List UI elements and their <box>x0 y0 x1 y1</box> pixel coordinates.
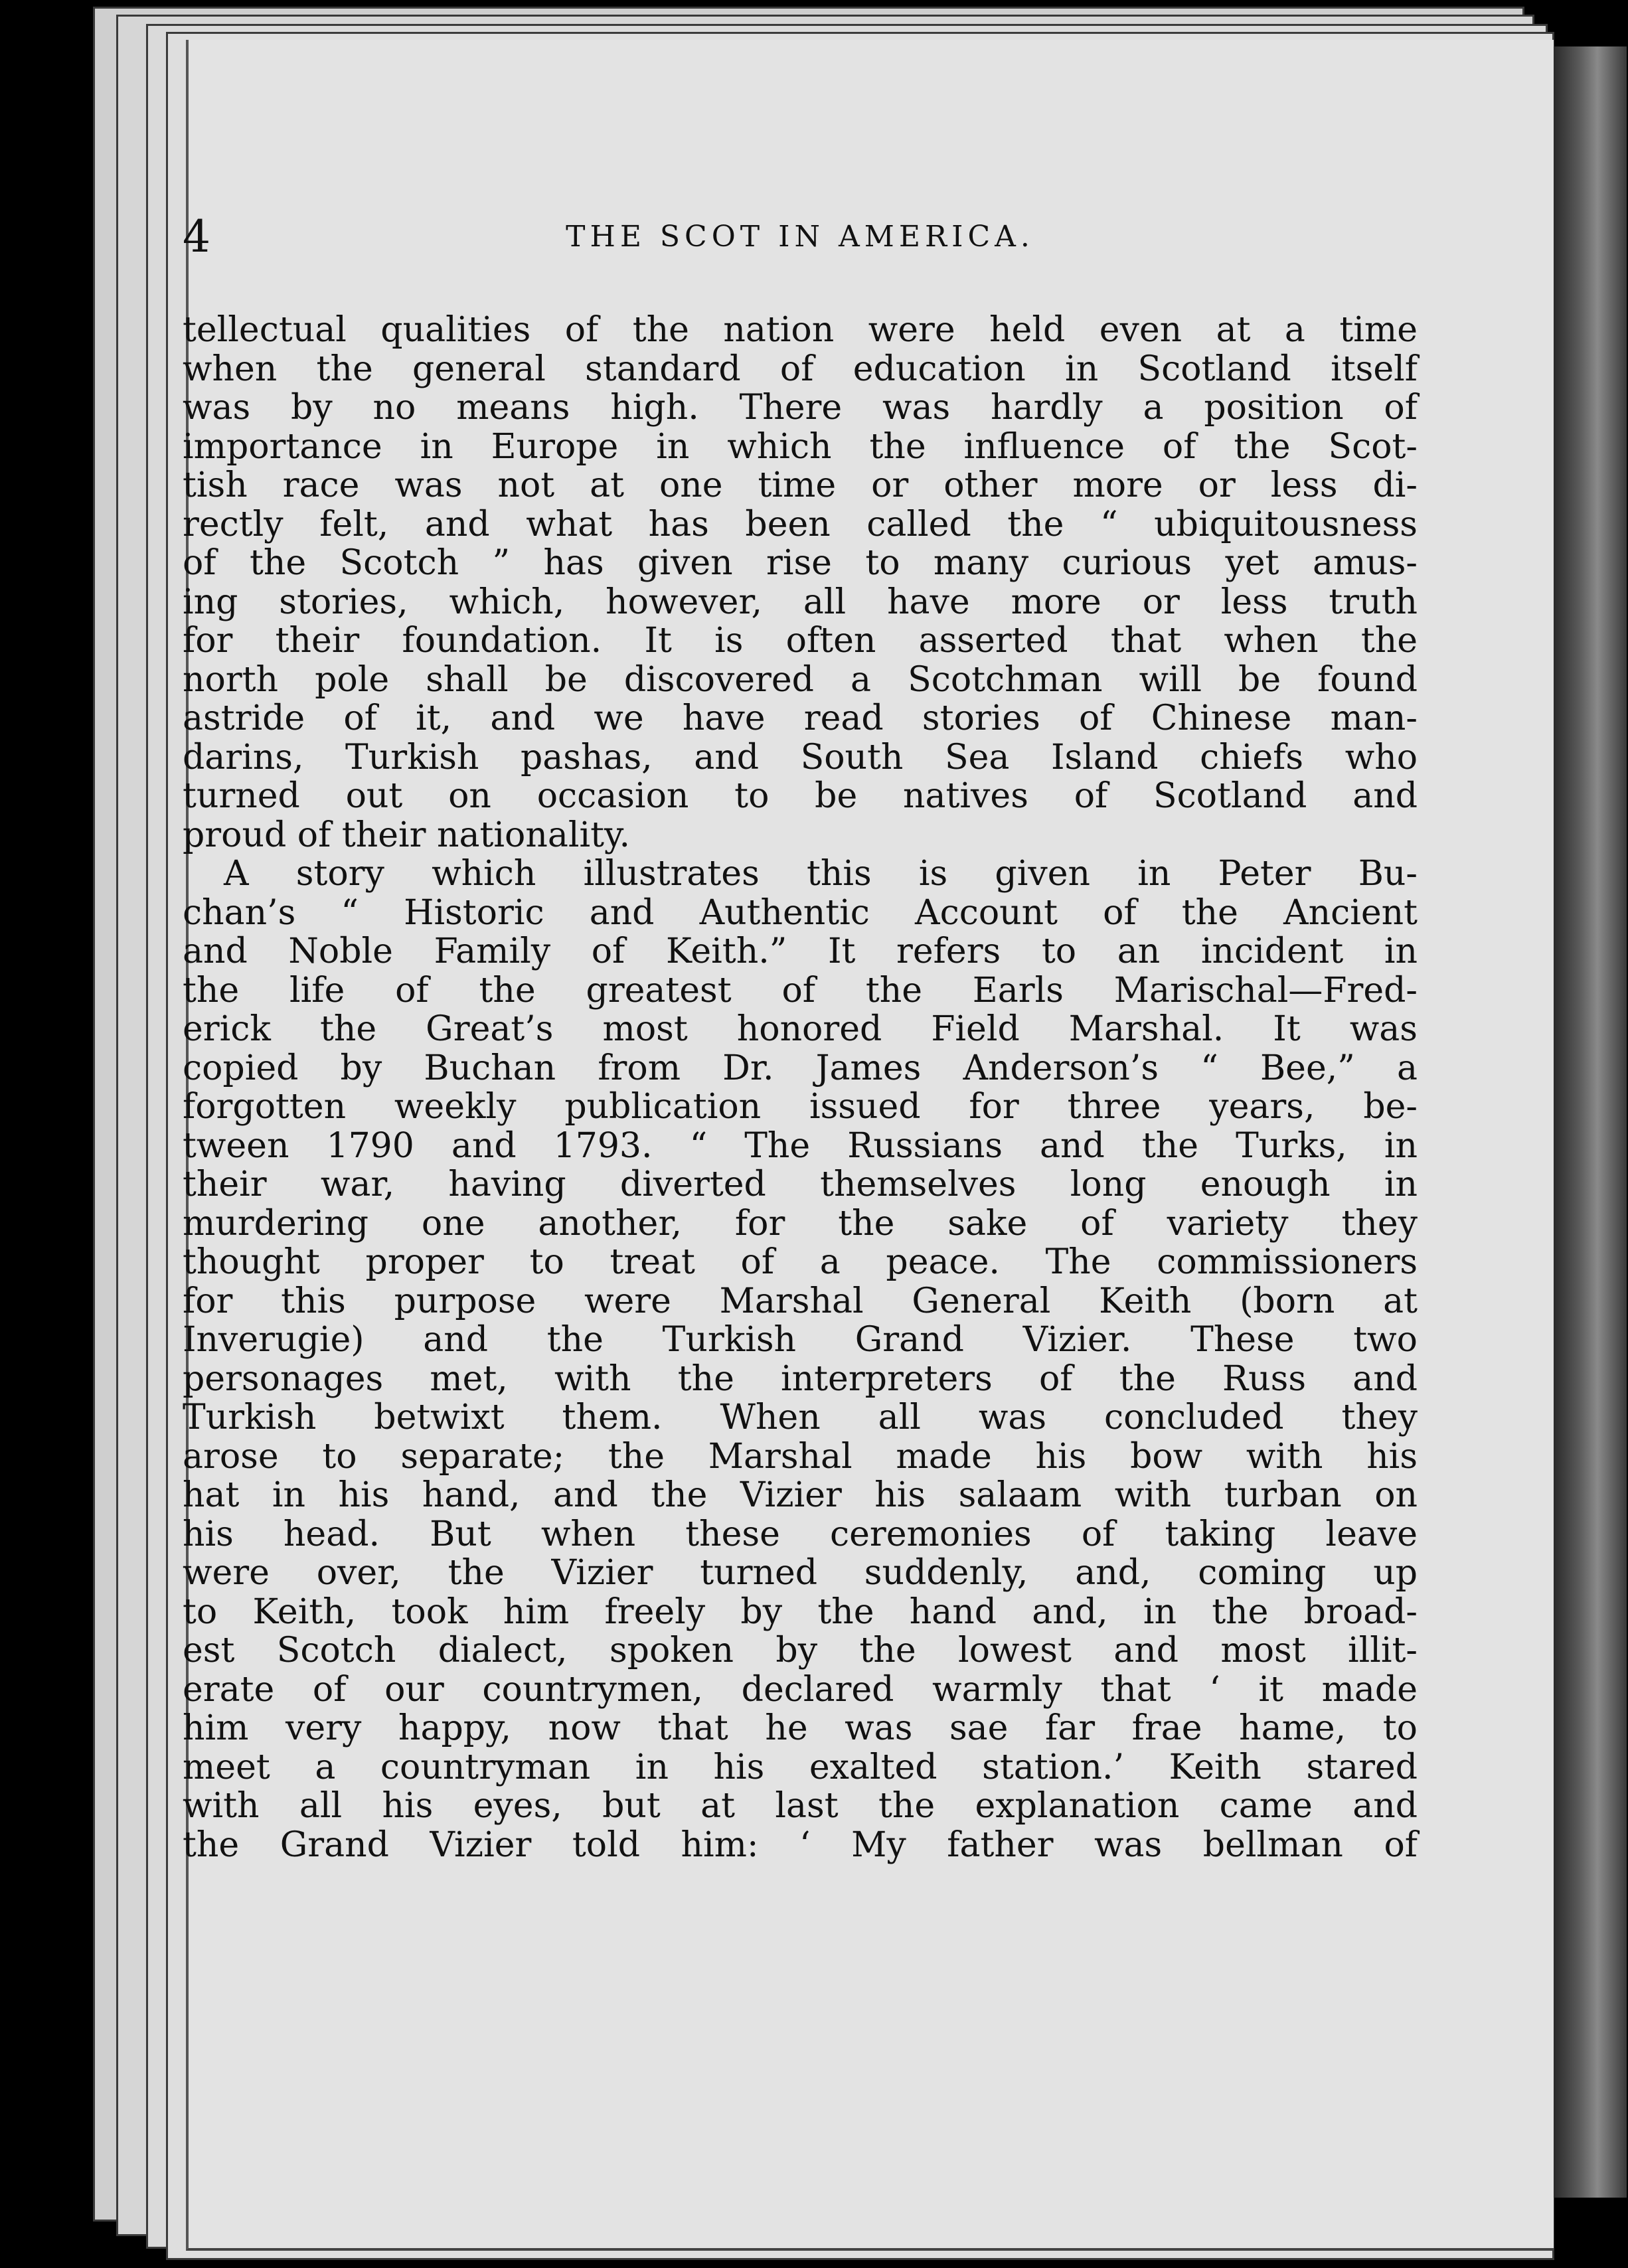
text-line: proud of their nationality. <box>183 815 630 855</box>
text-line: to Keith, took him freely by the hand and, in the broad- <box>183 1591 1418 1632</box>
text-line: copied by Buchan from Dr. James Anderson’s “ Bee,” a <box>183 1048 1418 1088</box>
running-title: THE SCOT IN AMERICA. <box>566 220 1034 254</box>
text-line: north pole shall be discovered a Scotchman will be found <box>183 659 1418 700</box>
text-line: meet a countryman in his exalted station.’ Keith stared <box>183 1747 1418 1787</box>
page-number: 4 <box>183 211 210 262</box>
body-text <box>183 311 1418 1864</box>
text-line: with all his eyes, but at last the explanation came and <box>183 1786 1418 1826</box>
text-line: turned out on occasion to be natives of Scotland and <box>183 776 1418 816</box>
text-line: chan’s “ Historic and Authentic Account of the Ancient <box>183 892 1418 933</box>
text-line: A story which illustrates this is given in Peter Bu- <box>224 854 1418 894</box>
text-line: erate of our countrymen, declared warmly that ‘ it made <box>183 1669 1418 1710</box>
text-line: personages met, with the interpreters of the Russ and <box>183 1358 1418 1399</box>
text-line: his head. But when these ceremonies of taking leave <box>183 1514 1418 1554</box>
text-line: est Scotch dialect, spoken by the lowest and most illit- <box>183 1631 1418 1670</box>
text-line: was by no means high. There was hardly a position of <box>183 388 1418 428</box>
text-line: the life of the greatest of the Earls Marischal—Fred- <box>183 970 1418 1011</box>
text-line: astride of it, and we have read stories of Chinese man- <box>183 698 1418 738</box>
text-line: for this purpose were Marshal General Keith (born at <box>183 1281 1418 1321</box>
text-line: their war, having diverted themselves long enough in <box>183 1165 1418 1204</box>
text-line: Inverugie) and the Turkish Grand Vizier. These two <box>183 1320 1418 1360</box>
text-line: forgotten weekly publication issued for three years, be- <box>183 1087 1418 1127</box>
text-line: the Grand Vizier told him: ‘ My father was bellman of <box>183 1824 1418 1865</box>
text-line: when the general standard of education in Scotland itself <box>183 349 1418 389</box>
book-binding-shadow <box>1554 46 1627 2198</box>
text-line: arose to separate; the Marshal made his bow with his <box>183 1436 1418 1477</box>
text-line: and Noble Family of Keith.” It refers to an incident in <box>183 932 1418 971</box>
text-line: for their foundation. It is often asserted that when the <box>183 621 1418 661</box>
text-line: ing stories, which, however, all have more or less truth <box>183 582 1418 622</box>
text-line: importance in Europe in which the influence of the Scot- <box>183 426 1418 467</box>
text-line: of the Scotch ” has given rise to many curious yet amus- <box>183 543 1418 583</box>
text-line: erick the Great’s most honored Field Marshal. It was <box>183 1009 1418 1049</box>
text-line: tween 1790 and 1793. “ The Russians and the Turks, in <box>183 1125 1418 1166</box>
running-head <box>183 207 1418 267</box>
text-line: were over, the Vizier turned suddenly, and, coming up <box>183 1553 1418 1593</box>
text-line: rectly felt, and what has been called the “ ubiquitousness <box>183 504 1418 544</box>
text-line: Turkish betwixt them. When all was concluded they <box>183 1398 1418 1437</box>
text-line: tish race was not at one time or other more or less di- <box>183 465 1418 505</box>
text-line: darins, Turkish pashas, and South Sea Island chiefs who <box>183 737 1418 777</box>
text-line: murdering one another, for the sake of variety they <box>183 1203 1418 1244</box>
text-line: tellectual qualities of the nation were held even at a time <box>183 310 1418 350</box>
text-line: him very happy, now that he was sae far frae hame, to <box>183 1708 1418 1748</box>
text-line: thought proper to treat of a peace. The commissioners <box>183 1242 1418 1282</box>
text-line: hat in his hand, and the Vizier his salaam with turban on <box>183 1475 1418 1515</box>
